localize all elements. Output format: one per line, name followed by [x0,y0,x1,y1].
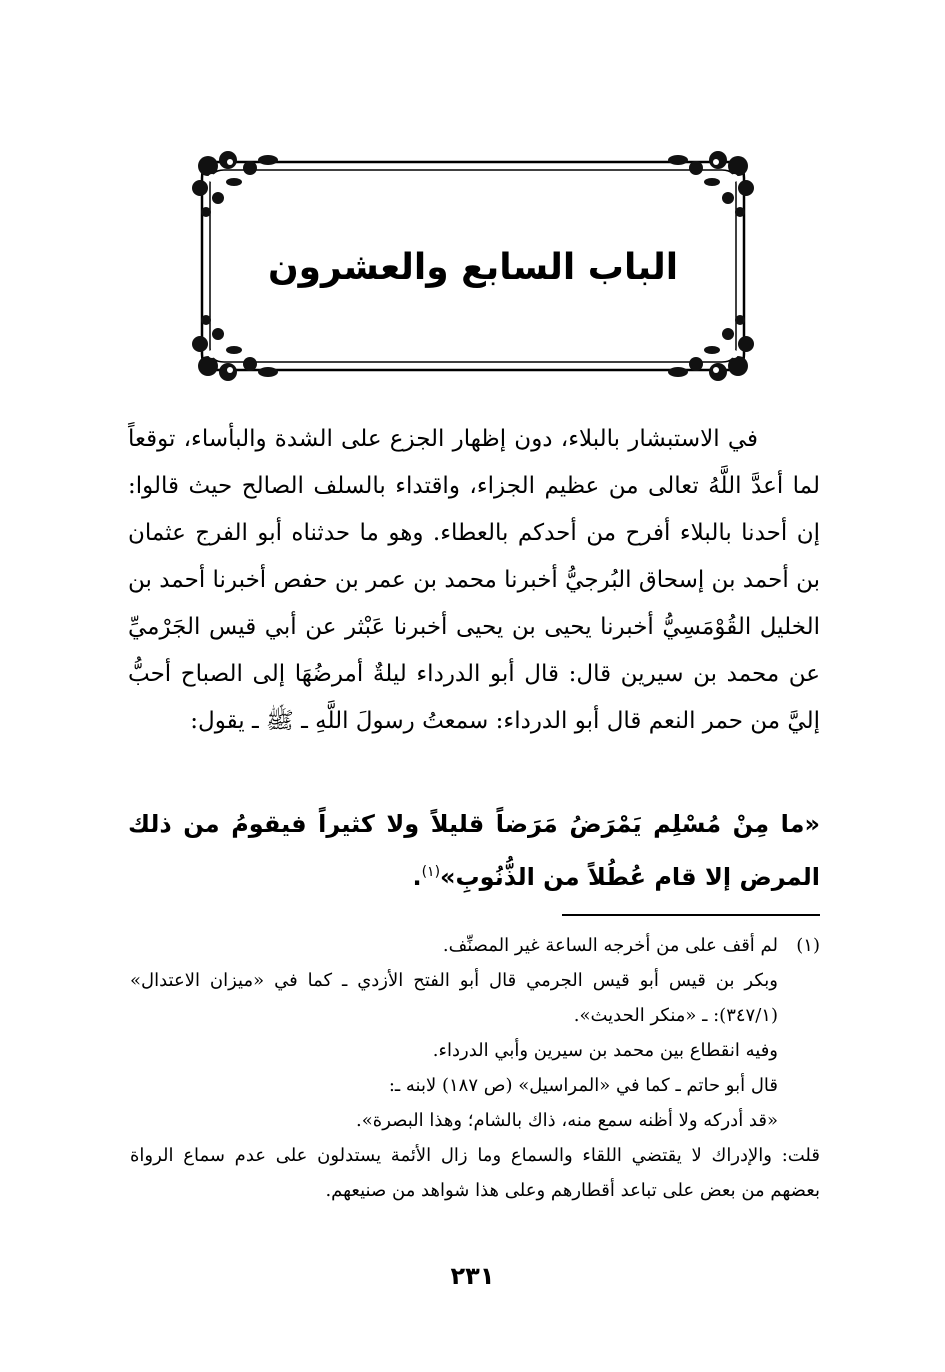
chapter-ornamental-frame [188,148,758,384]
hadith-end: . [412,863,422,891]
footnote-line: قال أبو حاتم ـ كما في «المراسيل» (ص ١٨٧) لابنه ـ: [388,1075,778,1096]
main-paragraph [128,416,820,745]
footnote-number: (١) [796,935,820,956]
footnotes-section [130,928,820,1208]
hadith-quote [128,800,820,901]
page-number: ٢٣١ [450,1262,495,1290]
paragraph-text: في الاستبشار بالبلاء، دون إظهار الجزع على الشدة والبأساء، توقعاً لما أعدَّ اللَّهُ تعالى من عظيم الجزاء، واقتداء بالسلف الصالح حيث قالوا: إن أحدنا بالبلاء أفرح من أحدكم بالعطاء. وهو ما حدثناه أبو الفرج عثمان بن أحمد بن إسحاق البُرجيُّ أخبرنا محمد بن عمر بن حفص أخبرنا أحمد بن الخليل القُوْمَسِيُّ أخبرنا يحيى بن يحيى أخبرنا عَبْثر عن أبي قيس الجَرْميِّ عن محمد بن سيرين قال: قال أبو الدرداء ليلةٌ أمرضُهَا إلى الصباح أحبُّ إليَّ من حمر النعم قال أبو الدرداء: سمعتُ رسولَ اللَّهِ ـ ﷺ ـ يقول: [128,426,820,734]
footnote-line: قلت: والإدراك لا يقتضي اللقاء والسماع وما زال الأئمة يستدلون على عدم سماع الرواة بعضهم من بعض على تباعد أقطارهم وعلى هذا شواهد من صنيعهم. [130,1145,820,1201]
hadith-text: «ما مِنْ مُسْلِم يَمْرَضُ مَرَضاً قليلاً ولا كثيراً فيقومُ من ذلك المرض إلا قام عُطُلاً من الذُّنُوبِ» [128,810,820,891]
footnote-line: وفيه انقطاع بين محمد بن سيرين وأبي الدرداء. [432,1040,778,1061]
footnote-reference[interactable]: (١) [421,864,441,880]
footnote-separator [562,914,820,916]
footnote-line: وبكر بن قيس أبو قيس الجرمي قال أبو الفتح الأزدي ـ كما في «ميزان الاعتدال» (٣٤٧/١): ـ «منكر الحديث». [130,970,778,1026]
footnote-line: «قد أدركه ولا أظنه سمع منه، ذاك بالشام؛ وهذا البصرة». [356,1110,778,1131]
floral-ornament-top-right [668,151,754,217]
floral-ornament-top-left [192,151,278,217]
footnote-line [130,928,820,963]
chapter-title: الباب السابع والعشرون [267,247,679,288]
floral-ornament-bottom-right [668,315,754,381]
floral-ornament-bottom-left [192,315,278,381]
footnote-text: لم أقف على من أخرجه الساعة غير المصنِّف. [442,935,778,956]
